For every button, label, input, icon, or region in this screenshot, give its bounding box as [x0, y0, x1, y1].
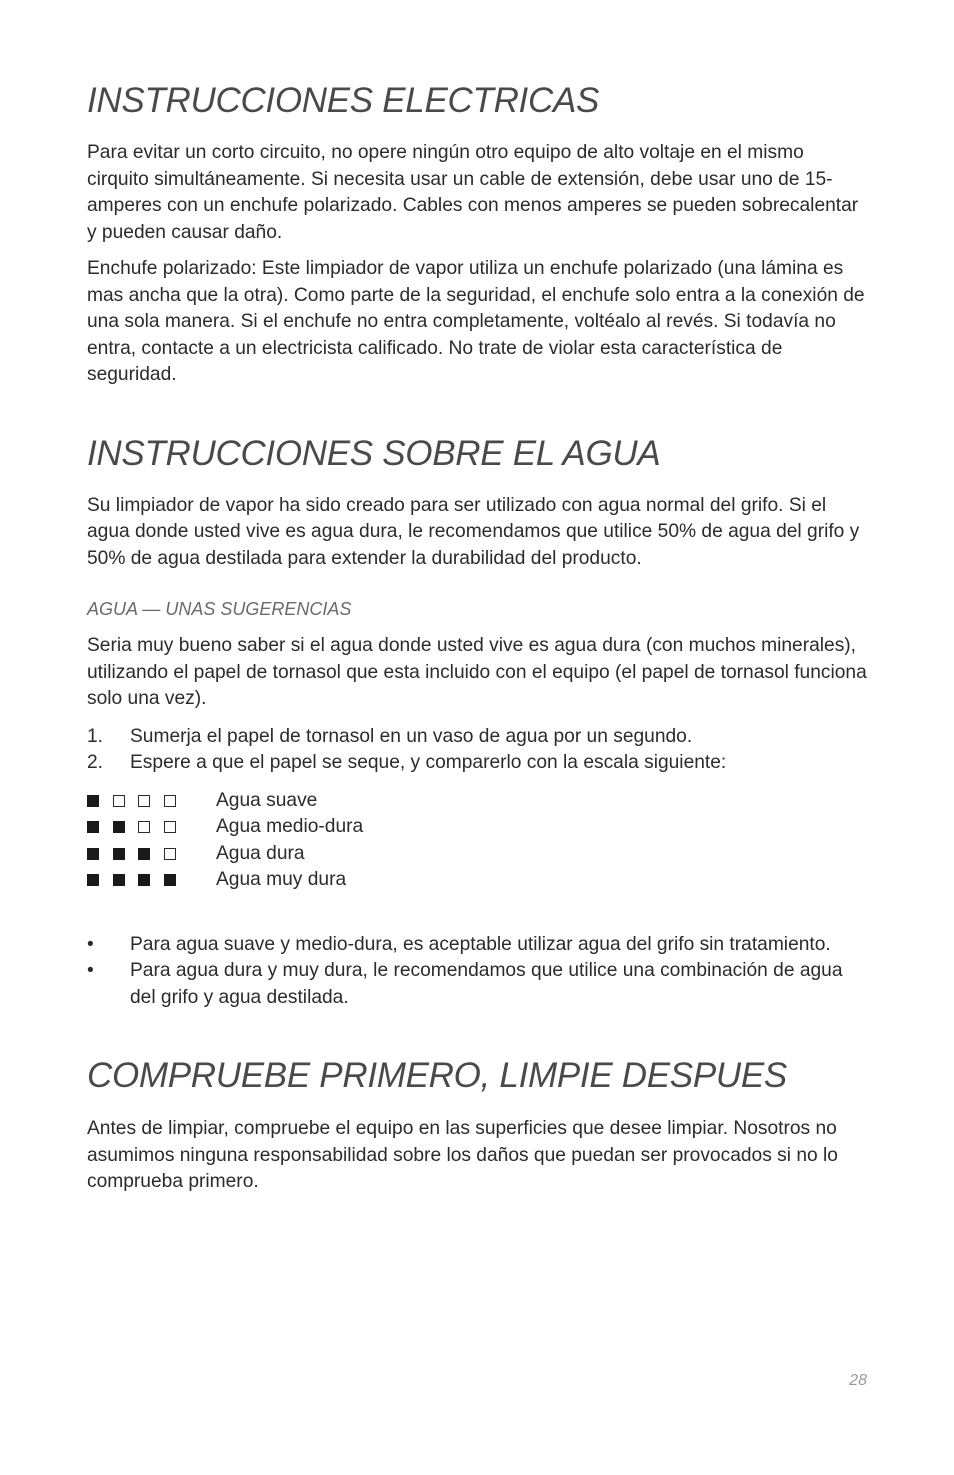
step-item: [87, 724, 867, 751]
document-page: [87, 0, 867, 1196]
list-item: [87, 958, 867, 1011]
heading-electrical: INSTRUCCIONES ELECTRICAS: [87, 81, 600, 120]
empty-square-icon: [164, 848, 176, 860]
filled-square-icon: [138, 848, 150, 860]
test-paragraph: Antes de limpiar, compruebe el equipo en las superficies que desee limpiar. Nosotros no asumimos ninguna responsabilidad sobre los daños que puedan ser provocados si no lo comprueba primero.: [87, 1118, 838, 1192]
step-number: 1.: [87, 725, 104, 747]
bullet-icon: •: [87, 960, 94, 981]
bullet-icon: •: [87, 933, 94, 955]
scale-label: Agua suave: [216, 789, 318, 811]
scale-row: [87, 841, 867, 868]
bullet-text: Para agua suave y medio-dura, es aceptable utilizar agua del grifo sin tratamiento.: [130, 933, 831, 955]
filled-square-icon: [87, 821, 99, 833]
empty-square-icon: [138, 821, 150, 833]
filled-square-icon: [164, 874, 176, 886]
empty-square-icon: [164, 821, 176, 833]
step-number: 2.: [87, 752, 104, 773]
electrical-paragraph-1: Para evitar un corto circuito, no opere ningún otro equipo de alto voltaje en el mismo cirquito simultáneamente. Si necesita usar un cable de extensión, debe usar uno de 15-amperes con un enchufe polarizado. Cables con menos amperes se pueden sobrecalentar y pueden causar daño.: [87, 142, 859, 243]
scale-label: Agua muy dura: [216, 869, 347, 891]
water-tip-paragraph: Seria muy bueno saber si el agua donde usted vive es agua dura (con muchos minerales), utilizando el papel de tornasol que esta incluido con el equipo (el papel de tornasol funciona solo una vez).: [87, 635, 867, 709]
step-text: Sumerja el papel de tornasol en un vaso de agua por un segundo.: [130, 725, 693, 747]
scale-boxes: [87, 795, 216, 807]
heading-water: INSTRUCCIONES SOBRE EL AGUA: [87, 433, 661, 473]
scale-row: [87, 814, 867, 841]
scale-label: Agua dura: [216, 842, 305, 864]
empty-square-icon: [138, 795, 150, 807]
filled-square-icon: [113, 874, 125, 886]
scale-boxes: [87, 821, 216, 833]
empty-square-icon: [164, 795, 176, 807]
bullet-text: Para agua dura y muy dura, le recomendamos que utilice una combinación de agua del grifo y agua destilada.: [130, 960, 843, 1008]
empty-square-icon: [113, 795, 125, 807]
scale-row: [87, 867, 867, 894]
water-intro-paragraph: Su limpiador de vapor ha sido creado para ser utilizado con agua normal del grifo. Si el agua donde usted vive es agua dura, le recomendamos que utilice 50% de agua del grifo y 50% de agua destilada para extender la durabilidad del producto.: [87, 494, 860, 569]
recommendations-list: [87, 932, 867, 1012]
page-number: 28: [849, 1372, 867, 1389]
steps-list: [87, 724, 867, 777]
filled-square-icon: [138, 874, 150, 886]
filled-square-icon: [87, 874, 99, 886]
list-item: [87, 932, 867, 959]
filled-square-icon: [113, 821, 125, 833]
step-text: Espere a que el papel se seque, y comparerlo con la escala siguiente:: [130, 752, 727, 773]
scale-row: [87, 788, 867, 815]
scale-boxes: [87, 874, 216, 886]
scale-label: Agua medio-dura: [216, 816, 364, 838]
subheading-water-tips: AGUA — UNAS SUGERENCIAS: [87, 599, 352, 619]
filled-square-icon: [87, 848, 99, 860]
filled-square-icon: [113, 848, 125, 860]
heading-test-first: COMPRUEBE PRIMERO, LIMPIE DESPUES: [87, 1056, 787, 1095]
electrical-paragraph-2: Enchufe polarizado: Este limpiador de vapor utiliza un enchufe polarizado (una lámina es mas ancha que la otra). Como parte de la seguridad, el enchufe solo entra a la conexión de una sola manera. Si el enchufe no entra completamente, voltéalo al revés. Si todavía no entra, contacte a un electricista calificado. No trate de violar esta característica de seguridad.: [87, 258, 865, 385]
hardness-scale: [87, 788, 867, 894]
filled-square-icon: [87, 795, 99, 807]
step-item: [87, 750, 867, 777]
scale-boxes: [87, 848, 216, 860]
